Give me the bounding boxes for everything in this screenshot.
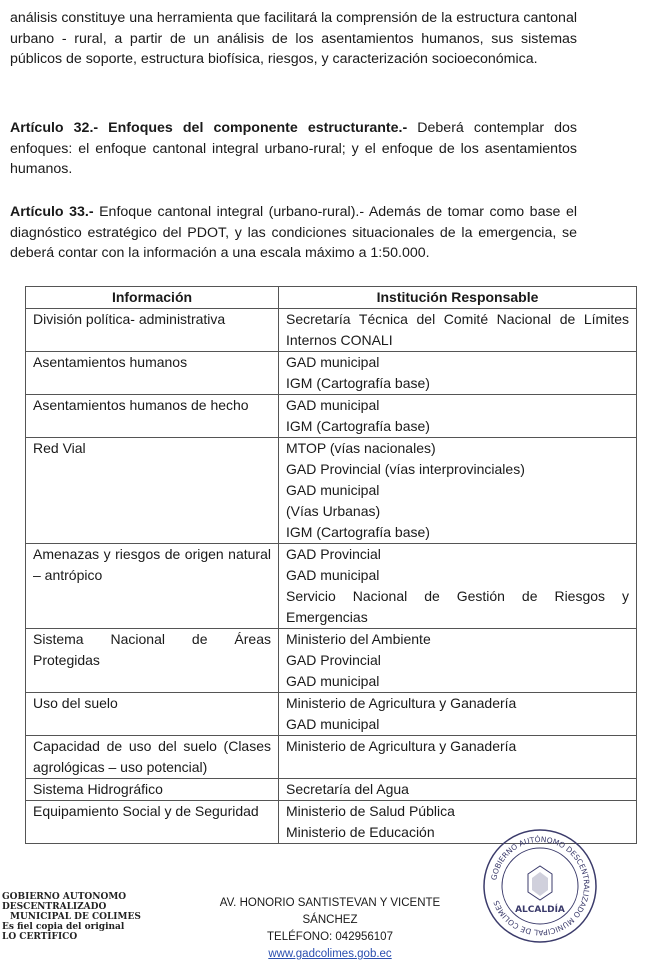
institution-entry: (Vías Urbanas) xyxy=(286,503,381,519)
certification-stamp xyxy=(2,892,202,942)
information-cell: Equipamiento Social y de Seguridad xyxy=(26,801,279,844)
table-row xyxy=(26,544,637,629)
table-row xyxy=(26,629,637,693)
institution-entry: Ministerio de Agricultura y Ganadería xyxy=(286,695,517,711)
information-cell: Red Vial xyxy=(26,438,279,544)
table-row xyxy=(26,736,637,779)
table-row xyxy=(26,309,637,352)
information-table xyxy=(25,286,637,844)
certify-line: Es fiel copia del original xyxy=(2,922,125,932)
column-header-information: Información xyxy=(26,287,279,309)
institution-entry: GAD municipal xyxy=(286,716,380,732)
table-row xyxy=(26,438,637,544)
paragraph-intro: análisis constituye una herramienta que facilitará la comprensión de la estructura cantonal urbano - rural, a partir de un análisis de los asentamientos humanos, sus sistemas públicos de soporte, estructura biofísica, riesgos, y caracterización socioeconómica. xyxy=(10,10,577,67)
information-cell: Capacidad de uso del suelo (Clases agrológicas – uso potencial) xyxy=(26,736,279,779)
footer xyxy=(210,895,450,963)
certify-line: LO CERTIFICO xyxy=(2,932,78,942)
institution-cell xyxy=(279,629,637,693)
information-cell: Uso del suelo xyxy=(26,693,279,736)
institution-cell xyxy=(279,309,637,352)
institution-entry: MTOP (vías nacionales) xyxy=(286,440,436,456)
article-32-heading: Artículo 32.- Enfoques del componente estructurante.- xyxy=(10,120,408,136)
institution-entry: GAD municipal xyxy=(286,482,380,498)
institution-cell xyxy=(279,544,637,629)
footer-address: AV. HONORIO SANTISTEVAN Y VICENTE SÁNCHEZ xyxy=(219,897,441,926)
institution-entry: Ministerio de Agricultura y Ganadería xyxy=(286,738,517,754)
information-cell: División política- administrativa xyxy=(26,309,279,352)
institution-cell xyxy=(279,779,637,801)
footer-phone: TELÉFONO: 042956107 xyxy=(267,931,393,943)
institution-cell xyxy=(279,693,637,736)
seal-ring-text: GOBIERNO AUTÓNOMO DESCENTRALIZADO MUNICIPAL DE COLIMES xyxy=(489,834,592,938)
institution-entry: Secretaría del Agua xyxy=(286,781,409,797)
information-cell: Asentamientos humanos de hecho xyxy=(26,395,279,438)
institution-entry: Ministerio de Educación xyxy=(286,824,435,840)
institution-entry: GAD Provincial (vías interprovinciales) xyxy=(286,461,525,477)
information-cell: Sistema Nacional de Áreas Protegidas xyxy=(26,629,279,693)
column-header-institution: Institución Responsable xyxy=(279,287,637,309)
municipal-seal-icon xyxy=(480,826,600,946)
institution-cell xyxy=(279,736,637,779)
institution-cell xyxy=(279,395,637,438)
table-row xyxy=(26,395,637,438)
article-33-paragraph xyxy=(10,202,577,264)
information-cell: Amenazas y riesgos de origen natural – antrópico xyxy=(26,544,279,629)
institution-entry: Ministerio del Ambiente xyxy=(286,631,431,647)
table-row xyxy=(26,779,637,801)
institution-entry: GAD municipal xyxy=(286,354,380,370)
institution-entry: Secretaría Técnica del Comité Nacional de Límites Internos CONALI xyxy=(286,311,629,348)
institution-entry: GAD Provincial xyxy=(286,652,381,668)
certify-line: GOBIERNO AUTONOMO DESCENTRALIZADO xyxy=(2,892,127,912)
institution-entry: IGM (Cartografía base) xyxy=(286,375,430,391)
certify-line: MUNICIPAL DE COLIMES xyxy=(10,912,141,922)
table-row xyxy=(26,352,637,395)
footer-website-link[interactable]: www.gadcolimes.gob.ec xyxy=(268,948,392,960)
article-33-body: Enfoque cantonal integral (urbano-rural).- Además de tomar como base el diagnóstico estratégico del PDOT, y las condiciones situacionales de la emergencia, se deberá contar con la información a una escala máximo a 1:50.000. xyxy=(10,204,577,261)
institution-cell xyxy=(279,438,637,544)
institution-entry: Ministerio de Salud Pública xyxy=(286,803,455,819)
information-cell: Sistema Hidrográfico xyxy=(26,779,279,801)
article-32-paragraph xyxy=(10,118,577,180)
table-header-row xyxy=(26,287,637,309)
seal-center-text: ALCALDÍA xyxy=(515,905,565,915)
article-33-heading: Artículo 33.- xyxy=(10,204,94,220)
institution-cell xyxy=(279,352,637,395)
institution-entry: GAD Provincial xyxy=(286,546,381,562)
institution-entry: IGM (Cartografía base) xyxy=(286,524,430,540)
institution-entry: GAD municipal xyxy=(286,567,380,583)
table-row xyxy=(26,693,637,736)
information-cell: Asentamientos humanos xyxy=(26,352,279,395)
article-32-body: Deberá contemplar dos enfoques: el enfoque cantonal integral urbano-rural; y el enfoque de los asentamientos humanos. xyxy=(10,120,577,177)
institution-entry: IGM (Cartografía base) xyxy=(286,418,430,434)
institution-entry: GAD municipal xyxy=(286,673,380,689)
institution-entry: Servicio Nacional de Gestión de Riesgos y Emergencias xyxy=(286,588,629,625)
institution-entry: GAD municipal xyxy=(286,397,380,413)
